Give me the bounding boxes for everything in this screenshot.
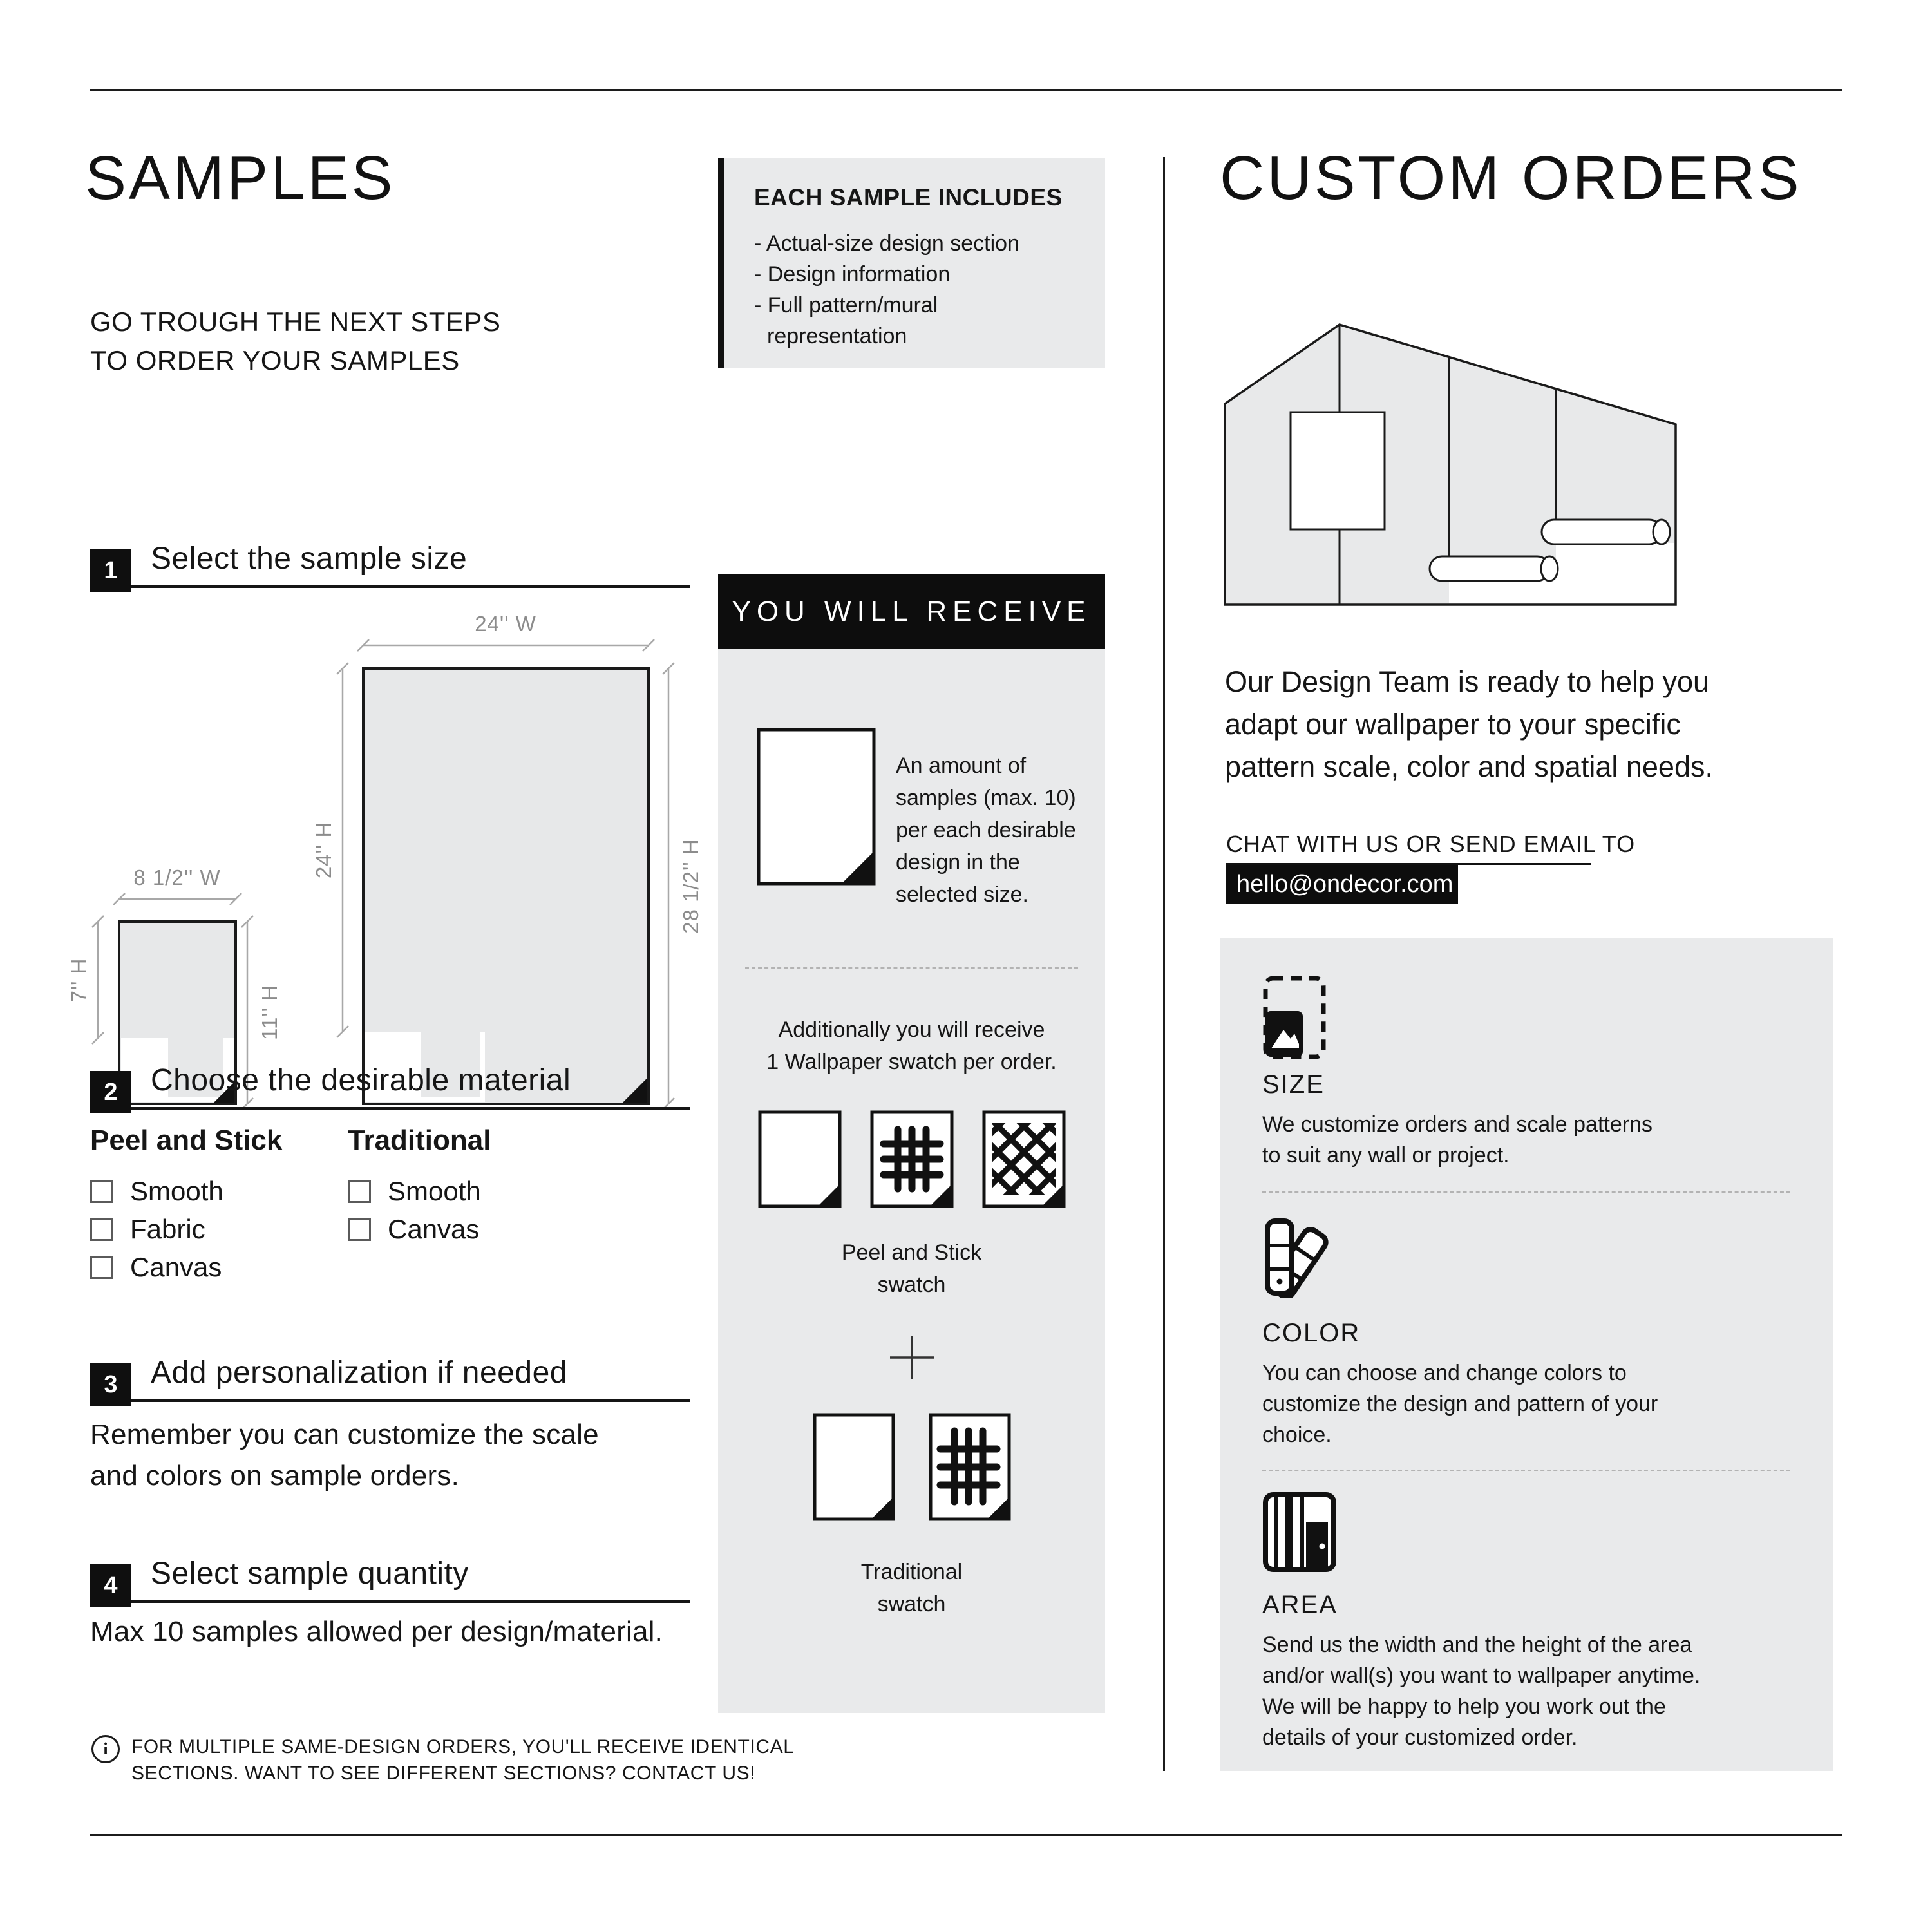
includes-item: - Full pattern/mural representation <box>754 293 938 348</box>
dim-label-28h: 28 1/2'' H <box>679 838 703 934</box>
dashed-separator <box>745 967 1078 969</box>
option-label: Fabric <box>130 1214 205 1244</box>
step-2-title: Choose the desirable material <box>151 1063 571 1097</box>
footer-note <box>91 1734 795 1786</box>
bottom-divider <box>90 1834 1842 1836</box>
dim-label-24w: 24'' W <box>475 612 536 636</box>
area-text-line3: We will be happy to help you work out the <box>1262 1694 1666 1719</box>
step-2-header <box>90 1063 690 1110</box>
window-shape <box>1291 412 1385 529</box>
dashed-separator <box>1262 1191 1790 1193</box>
samples-amount-text: An amount of samples (max. 10) per each desirable design in the selected size. <box>896 753 1076 907</box>
material-option-row <box>90 1248 282 1286</box>
paragraph-line3: pattern scale, color and spatial needs. <box>1225 750 1713 783</box>
material-option-row <box>348 1172 491 1210</box>
traditional-swatch-row <box>718 1413 1105 1521</box>
sample-size-diagram <box>64 598 715 1119</box>
material-col-peel-and-stick <box>90 1124 282 1286</box>
each-sample-includes-box <box>718 158 1105 368</box>
step-3-header <box>90 1355 690 1402</box>
step-1-title: Select the sample size <box>151 542 468 576</box>
size-text-line1: We customize orders and scale patterns <box>1262 1112 1653 1137</box>
email-address[interactable]: hello@ondecor.com <box>1226 865 1458 904</box>
traditional-swatch-label <box>718 1556 1105 1620</box>
color-section-title: COLOR <box>1262 1319 1361 1347</box>
dim-label-24h: 24'' H <box>312 821 336 879</box>
info-icon: i <box>91 1735 120 1763</box>
includes-item: - Actual-size design section <box>754 231 1019 256</box>
color-icon <box>1262 1217 1346 1298</box>
wallpaper-roll-left <box>1430 556 1558 581</box>
size-section-text <box>1262 1109 1653 1171</box>
material-option-row <box>90 1210 282 1248</box>
paragraph-line2: adapt our wallpaper to your specific <box>1225 708 1681 741</box>
area-icon <box>1262 1492 1337 1573</box>
step-3-description-line1: Remember you can customize the scale <box>90 1419 599 1450</box>
plain-swatch-icon <box>758 1110 842 1208</box>
dim-label-11h: 11'' H <box>258 985 281 1040</box>
checkbox-peel-fabric[interactable] <box>90 1218 113 1241</box>
step-3-description <box>90 1414 599 1497</box>
samples-intro <box>90 303 500 380</box>
step-3-title: Add personalization if needed <box>151 1356 567 1390</box>
column-divider <box>1163 157 1165 1771</box>
color-text-line2: customize the design and pattern of your <box>1262 1392 1658 1416</box>
large-sample-figure <box>312 612 703 1110</box>
plus-icon <box>718 1331 1105 1385</box>
includes-item: - Design information <box>754 262 951 287</box>
checkbox-peel-canvas[interactable] <box>90 1256 113 1279</box>
area-section-text <box>1262 1629 1700 1753</box>
option-label: Canvas <box>130 1252 222 1282</box>
area-text-line1: Send us the width and the height of the area <box>1262 1633 1692 1657</box>
material-option-row <box>90 1172 282 1210</box>
dashed-separator <box>1262 1470 1790 1471</box>
you-will-receive-panel <box>718 649 1105 1713</box>
traditional-label-line1: Traditional <box>860 1560 963 1584</box>
size-icon <box>1262 975 1327 1060</box>
grid-swatch-icon <box>870 1110 954 1208</box>
step-4-description: Max 10 samples allowed per design/material. <box>90 1616 663 1647</box>
custom-orders-title: CUSTOM ORDERS <box>1220 144 1802 213</box>
option-label: Smooth <box>130 1176 223 1206</box>
material-title: Traditional <box>348 1124 491 1156</box>
crosshatch-swatch-icon <box>982 1110 1066 1208</box>
option-label: Smooth <box>388 1176 481 1206</box>
peel-swatch-label <box>718 1236 1105 1301</box>
material-col-traditional <box>348 1124 491 1248</box>
grid-swatch-icon <box>929 1413 1011 1521</box>
size-section-title: SIZE <box>1262 1070 1325 1099</box>
step-3-number-badge: 3 <box>90 1363 131 1406</box>
checkbox-peel-smooth[interactable] <box>90 1180 113 1203</box>
traditional-label-line2: swatch <box>877 1592 946 1616</box>
sample-sheet-icon <box>757 728 876 886</box>
step-4-title: Select sample quantity <box>151 1557 469 1591</box>
peel-label-line1: Peel and Stick <box>841 1240 982 1265</box>
material-option-row <box>348 1210 491 1248</box>
plain-swatch-icon <box>813 1413 895 1521</box>
area-text-line4: details of your customized order. <box>1262 1725 1578 1750</box>
samples-title: SAMPLES <box>85 144 395 213</box>
step-3-description-line2: and colors on sample orders. <box>90 1460 460 1492</box>
checkbox-trad-smooth[interactable] <box>348 1180 371 1203</box>
color-section-text <box>1262 1358 1658 1450</box>
option-label: Canvas <box>388 1214 480 1244</box>
additional-line2: 1 Wallpaper swatch per order. <box>766 1050 1057 1074</box>
color-text-line3: choice. <box>1262 1423 1332 1447</box>
chat-with-us-label: CHAT WITH US OR SEND EMAIL TO <box>1226 831 1636 857</box>
step-1-header <box>90 541 690 588</box>
peel-label-line2: swatch <box>877 1273 946 1297</box>
paragraph-line1: Our Design Team is ready to help you <box>1225 665 1710 698</box>
step-4-number-badge: 4 <box>90 1564 131 1607</box>
color-text-line1: You can choose and change colors to <box>1262 1361 1627 1385</box>
additional-line1: Additionally you will receive <box>778 1018 1045 1042</box>
step-4-header <box>90 1556 690 1603</box>
wallpaper-roll-right <box>1542 520 1670 544</box>
area-section-title: AREA <box>1262 1591 1338 1619</box>
step-1-number-badge: 1 <box>90 549 131 592</box>
size-text-line2: to suit any wall or project. <box>1262 1143 1510 1168</box>
footer-note-line1: FOR MULTIPLE SAME-DESIGN ORDERS, YOU'LL RECEIVE IDENTICAL <box>131 1736 795 1757</box>
footer-note-line2: SECTIONS. WANT TO SEE DIFFERENT SECTIONS? CONTACT US! <box>131 1763 756 1784</box>
additional-swatch-text <box>718 1014 1105 1078</box>
custom-orders-panel <box>1220 938 1833 1771</box>
checkbox-trad-canvas[interactable] <box>348 1218 371 1241</box>
wallpaper-wall-illustration <box>1222 323 1678 608</box>
samples-intro-line1: GO TROUGH THE NEXT STEPS <box>90 307 501 337</box>
samples-intro-line2: TO ORDER YOUR SAMPLES <box>90 345 460 375</box>
you-will-receive-banner: YOU WILL RECEIVE <box>718 574 1105 649</box>
includes-title: EACH SAMPLE INCLUDES <box>754 184 1063 211</box>
dim-label-7h: 7'' H <box>67 958 91 1003</box>
design-team-paragraph <box>1225 661 1713 788</box>
top-divider <box>90 89 1842 91</box>
area-text-line2: and/or wall(s) you want to wallpaper anytime. <box>1262 1663 1701 1688</box>
material-title: Peel and Stick <box>90 1124 283 1156</box>
dim-label-85w: 8 1/2'' W <box>133 866 221 889</box>
step-2-number-badge: 2 <box>90 1071 131 1113</box>
footer-note-text <box>131 1734 795 1786</box>
peel-swatch-row <box>718 1110 1105 1208</box>
